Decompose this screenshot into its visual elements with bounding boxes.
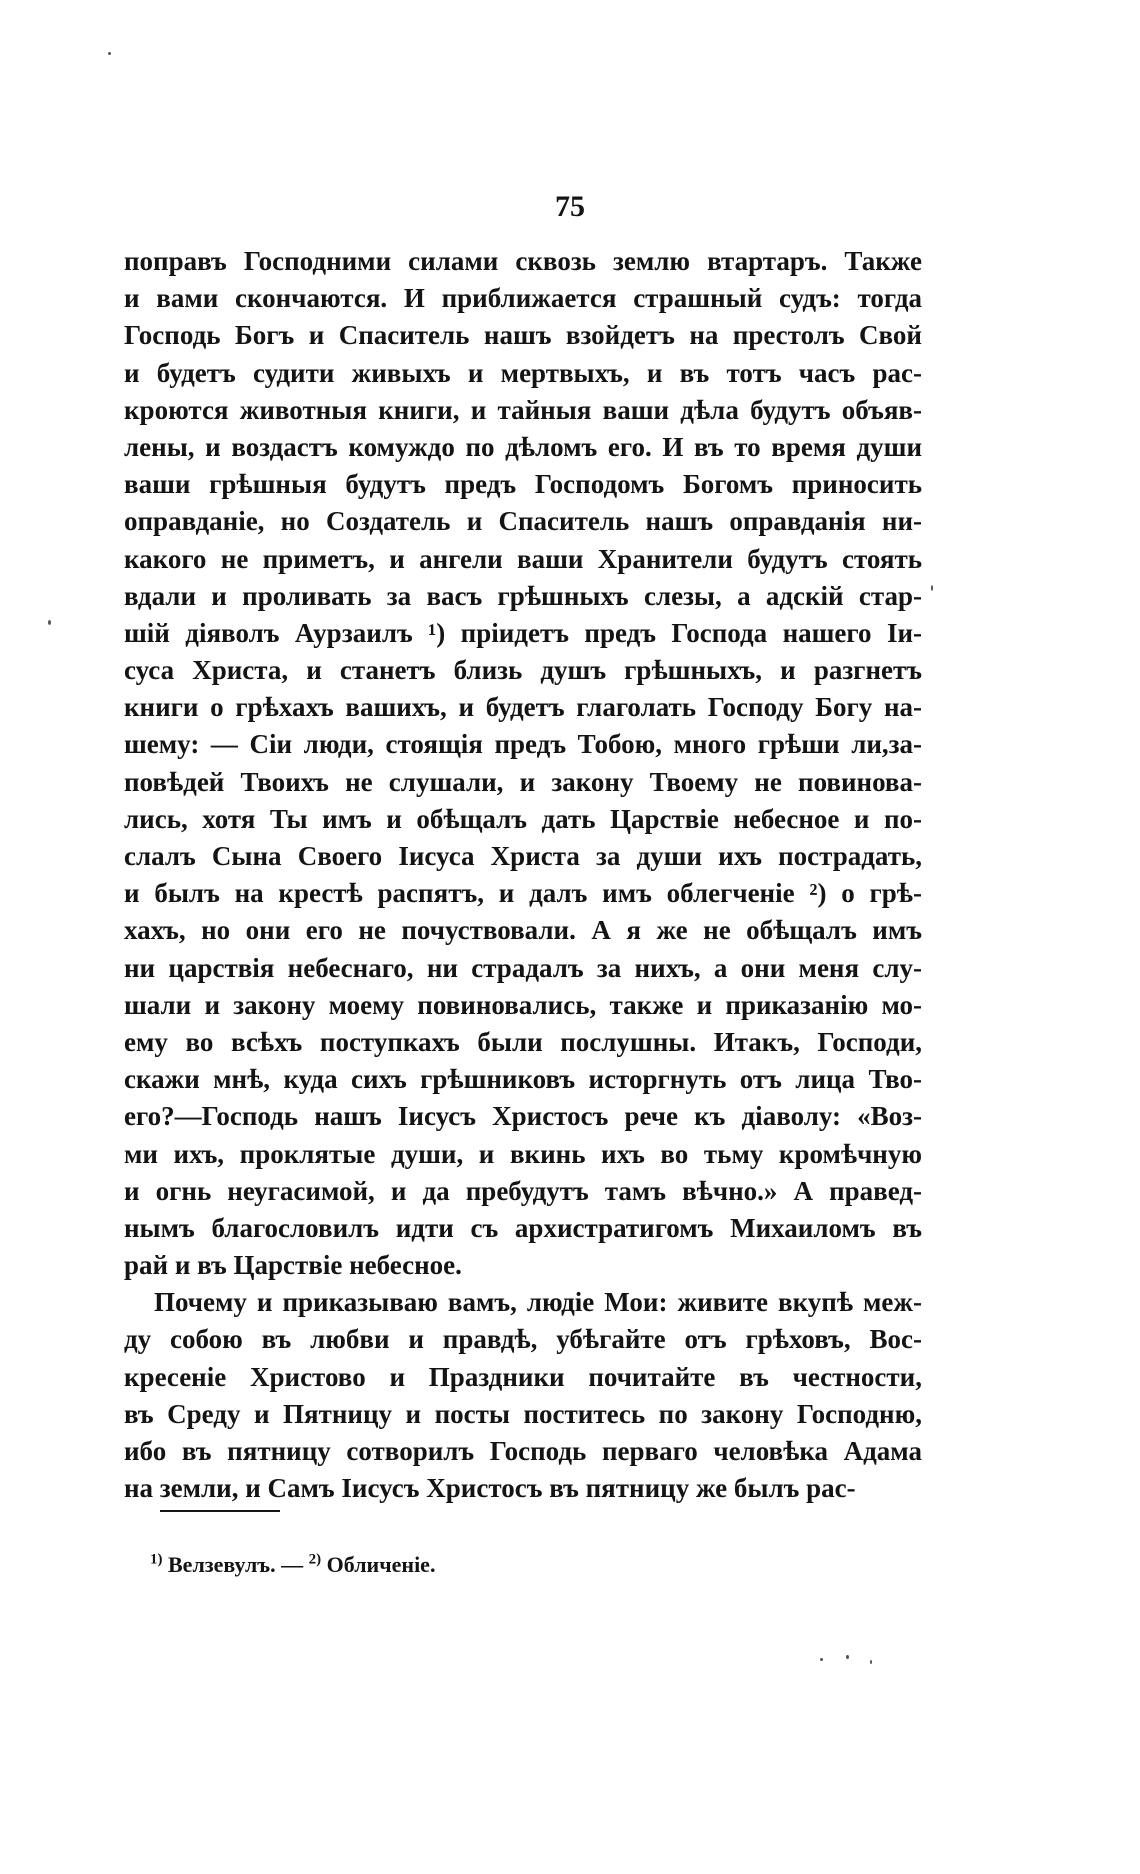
text-line: ду собою въ любви и правдѣ, убѣгайте отъ грѣховъ, Вос- bbox=[124, 1324, 922, 1355]
text-line: ми ихъ, проклятые души, и вкинь ихъ во тьму кромѣчную bbox=[124, 1138, 922, 1169]
text-line: Почему и приказываю вамъ, людіе Мои: живите вкупѣ меж- bbox=[154, 1287, 922, 1318]
footnote-separator: — bbox=[281, 1552, 304, 1577]
scan-speck bbox=[846, 1655, 849, 1659]
text-line: кресеніе Христово и Праздники почитайте въ честности, bbox=[124, 1361, 922, 1392]
scan-speck bbox=[870, 1660, 872, 1664]
text-line: ни царствія небеснаго, ни страдалъ за нихъ, а они меня слу- bbox=[124, 952, 922, 983]
footnote-text-1: Велзевулъ. bbox=[168, 1552, 276, 1577]
text-line: и огнь неугасимой, и да пребудутъ тамъ вѣчно.» А правед- bbox=[124, 1175, 922, 1206]
text-line: книги о грѣхахъ вашихъ, и будетъ глаголать Господу Богу на- bbox=[124, 692, 922, 723]
text-line: и будетъ судити живыхъ и мертвыхъ, и въ тотъ часъ рас- bbox=[124, 357, 922, 388]
footnotes bbox=[150, 1552, 435, 1578]
footnote-separator-rule bbox=[160, 1510, 280, 1512]
text-line: шему: — Сіи люди, стоящія предъ Тобою, много грѣши ли,за- bbox=[124, 729, 922, 760]
text-line: и вами скончаются. И приближается страшный судъ: тогда bbox=[124, 283, 922, 314]
scan-speck bbox=[820, 1658, 823, 1661]
text-line: на земли, и Самъ Іисусъ Христосъ въ пятницу же былъ рас- bbox=[124, 1473, 856, 1504]
text-line: рай и въ Царствіе небесное. bbox=[124, 1250, 462, 1281]
text-line: шали и закону моему повиновались, также и приказанію мо- bbox=[124, 989, 922, 1020]
scan-speck bbox=[48, 620, 51, 625]
text-line: его?—Господь нашъ Іисусъ Христосъ рече къ діаволу: «Воз- bbox=[124, 1101, 922, 1132]
text-line: шій діяволъ Аурзаилъ ¹) пріидетъ предъ Господа нашего Іи- bbox=[124, 617, 922, 648]
text-line: оправданіе, но Создатель и Спаситель нашъ оправданія ни- bbox=[124, 506, 922, 537]
body-text bbox=[124, 243, 922, 1507]
footnote-text-2: Обличеніе. bbox=[326, 1552, 436, 1577]
text-line: въ Среду и Пятницу и посты поститесь по закону Господню, bbox=[124, 1398, 922, 1429]
text-line: кроются животныя книги, и тайныя ваши дѣла будутъ объяв- bbox=[124, 394, 922, 425]
text-line: нымъ благословилъ идти съ архистратигомъ Михаиломъ въ bbox=[124, 1212, 922, 1243]
text-line: повѣдей Твоихъ не слушали, и закону Твоему не повинова- bbox=[124, 766, 922, 797]
text-line: слалъ Сына Своего Іисуса Христа за души ихъ пострадать, bbox=[124, 841, 922, 871]
text-line: и былъ на крестѣ распятъ, и далъ имъ облегченіе ²) о грѣ- bbox=[124, 878, 922, 909]
text-line: лись, хотя Ты имъ и обѣщалъ дать Царствіе небесное и по- bbox=[124, 803, 922, 834]
text-line: скажи мнѣ, куда сихъ грѣшниковъ исторгнуть отъ лица Тво- bbox=[124, 1064, 922, 1095]
footnote-mark-1: 1) bbox=[150, 1551, 163, 1568]
footnote-mark-2: 2) bbox=[308, 1551, 322, 1568]
scan-speck bbox=[931, 585, 933, 591]
text-line: поправъ Господними силами сквозь землю втартаръ. Также bbox=[124, 246, 922, 276]
text-line: вдали и проливать за васъ грѣшныхъ слезы, а адскій стар- bbox=[124, 580, 922, 611]
text-line: хахъ, но они его не почуствовали. А я же не обѣщалъ имъ bbox=[124, 915, 922, 946]
scan-speck bbox=[108, 52, 111, 55]
text-line: какого не приметъ, и ангели ваши Хранители будутъ стоять bbox=[124, 543, 922, 574]
text-line: Господь Богъ и Спаситель нашъ взойдетъ на престолъ Свой bbox=[124, 320, 922, 351]
text-line: ваши грѣшныя будутъ предъ Господомъ Богомъ приносить bbox=[124, 469, 922, 500]
text-line: ему во всѣхъ поступкахъ были послушны. Итакъ, Господи, bbox=[124, 1026, 922, 1057]
text-line: лены, и воздастъ комуждо по дѣломъ его. И въ то время души bbox=[124, 431, 922, 462]
text-line: ибо въ пятницу сотворилъ Господь перваго человѣка Адама bbox=[124, 1436, 922, 1466]
text-line: суса Христа, и станетъ близь душъ грѣшныхъ, и разгнетъ bbox=[124, 655, 922, 686]
page-number: 75 bbox=[555, 190, 585, 223]
